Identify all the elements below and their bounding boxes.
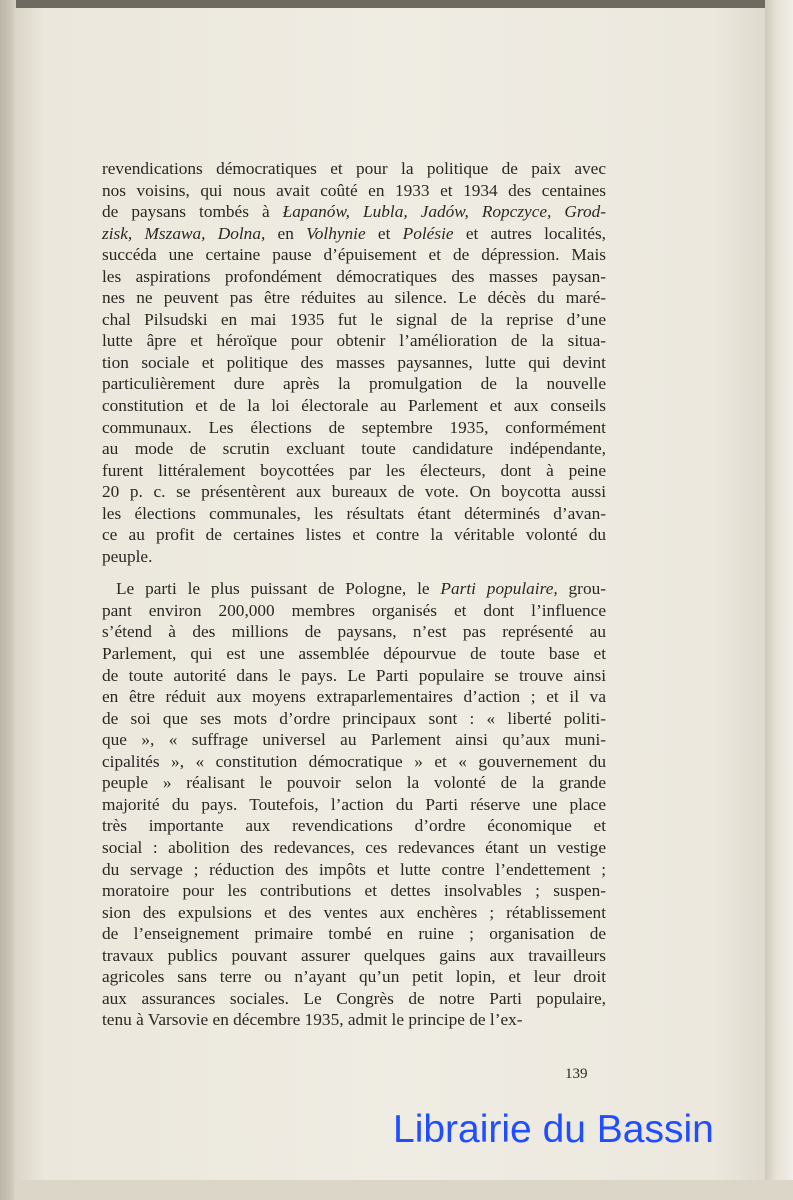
text-line [102, 460, 606, 482]
text-segment: constitution et de la loi électorale au Parlement et aux conseils [102, 396, 606, 416]
text-segment: les élections communales, les résultats étant déterminés d’avan- [102, 503, 606, 523]
text-segment: moratoire pour les contributions et dettes insolvables ; suspen- [102, 881, 606, 901]
text-line [102, 287, 606, 309]
text-segment: revendications démocratiques et pour la politique de paix avec [102, 159, 606, 178]
text-segment: agricoles sans terre ou n’ayant qu’un petit lopin, et leur droit [102, 967, 606, 987]
text-segment: en [265, 223, 307, 243]
text-segment: et [365, 223, 403, 243]
text-segment: social : abolition des redevances, ces redevances étant un vestige [102, 837, 606, 857]
text-segment: pant environ 200,000 membres organisés et dont l’influence [102, 600, 606, 620]
page-stack-edge [765, 0, 793, 1200]
text-line [102, 686, 606, 708]
text-segment: les aspirations profondément démocratiques des masses paysan- [102, 266, 606, 286]
text-segment: particulièrement dure après la promulgation de la nouvelle [102, 374, 606, 394]
text-line [102, 438, 606, 460]
text-line [102, 729, 606, 751]
text-segment: nes ne peuvent pas être réduites au silence. Le décès du maré- [102, 288, 606, 308]
text-segment: s’étend à des millions de paysans, n’est pas représenté au [102, 622, 606, 642]
text-line [102, 503, 606, 525]
italic-text: Łapanów, Lubla, Jadów, Ropczyce, Grod- [282, 202, 606, 222]
text-line [102, 621, 606, 643]
text-line [102, 244, 606, 266]
text-segment: 20 p. c. se présentèrent aux bureaux de vote. On boycotta aussi [102, 482, 606, 502]
text-line [102, 309, 606, 331]
text-segment: de paysans tombés à [102, 202, 283, 222]
text-segment: aux assurances sociales. Le Congrès de notre Parti populaire, [102, 988, 606, 1008]
text-segment: nos voisins, qui nous avait coûté en 1933 et 1934 des centaines [102, 180, 606, 200]
text-segment: Parlement, qui est une assemblée dépourvue de toute base et [102, 644, 606, 664]
italic-text: zisk, Mszawa, Dolna, [102, 223, 266, 243]
text-line [102, 201, 606, 223]
text-line [102, 158, 606, 180]
text-line [102, 859, 606, 881]
text-line [102, 524, 606, 546]
italic-text: Parti populaire, [440, 579, 558, 599]
text-line [102, 352, 606, 374]
text-segment: grou- [557, 579, 606, 599]
text-segment: furent littéralement boycottées par les électeurs, dont à peine [102, 460, 606, 480]
text-line [102, 180, 606, 202]
text-segment: lutte âpre et héroïque pour obtenir l’amélioration de la situa- [102, 331, 606, 351]
text-segment: succéda une certaine pause d’épuisement et de dépression. Mais [102, 245, 606, 265]
text-line [102, 966, 606, 988]
text-line [102, 880, 606, 902]
text-segment: très importante aux revendications d’ordre économique et [102, 816, 606, 836]
text-line [102, 945, 606, 967]
text-segment: peuple. [102, 546, 153, 566]
text-line [102, 330, 606, 352]
text-segment: et autres localités, [453, 223, 606, 243]
text-segment: sion des expulsions et des ventes aux enchères ; rétablissement [102, 902, 606, 922]
italic-text: Polésie [402, 223, 454, 243]
text-segment: peuple » réalisant le pouvoir selon la volonté de la grande [102, 773, 606, 793]
text-line [102, 751, 606, 773]
paragraph [102, 158, 606, 567]
text-segment: cipalités », « constitution démocratique » et « gouvernement du [102, 751, 606, 771]
text-line [102, 266, 606, 288]
text-line [102, 772, 606, 794]
text-line [102, 373, 606, 395]
text-line [102, 837, 606, 859]
body-text [102, 158, 606, 1042]
text-line [102, 600, 606, 622]
text-segment: de l’enseignement primaire tombé en ruine ; organisation de [102, 924, 606, 944]
text-line [102, 988, 606, 1010]
text-segment: en être réduit aux moyens extraparlementaires d’action ; et il va [102, 687, 606, 707]
text-line [102, 578, 606, 600]
page-bottom-edge [14, 1180, 793, 1200]
text-segment: du servage ; réduction des impôts et lutte contre l’endettement ; [102, 859, 606, 879]
text-line [102, 815, 606, 837]
text-line [102, 708, 606, 730]
text-line [102, 481, 606, 503]
text-line [102, 794, 606, 816]
text-segment: chal Pilsudski en mai 1935 fut le signal de la reprise d’une [102, 309, 606, 329]
text-segment: de soi que ses mots d’ordre principaux sont : « liberté politi- [102, 708, 606, 728]
text-line [102, 1009, 606, 1031]
text-line [102, 923, 606, 945]
text-segment: tenu à Varsovie en décembre 1935, admit le principe de l’ex- [102, 1010, 523, 1030]
text-line [102, 223, 606, 245]
text-segment: tion sociale et politique des masses paysannes, lutte qui devint [102, 352, 606, 372]
text-segment: ce au profit de certaines listes et contre la véritable volonté du [102, 525, 606, 545]
watermark: Librairie du Bassin [393, 1108, 714, 1151]
text-line [102, 665, 606, 687]
text-segment: au mode de scrutin excluant toute candidature indépendante, [102, 439, 606, 459]
text-segment: travaux publics pouvant assurer quelques gains aux travailleurs [102, 945, 606, 965]
text-segment: communaux. Les élections de septembre 1935, conformément [102, 417, 606, 437]
text-segment: que », « suffrage universel au Parlement ainsi qu’aux muni- [102, 730, 606, 750]
text-line [102, 417, 606, 439]
text-line [102, 902, 606, 924]
text-line [102, 546, 606, 568]
italic-text: Volhynie [306, 223, 366, 243]
text-line [102, 395, 606, 417]
text-segment: majorité du pays. Toutefois, l’action du Parti réserve une place [102, 794, 606, 814]
text-line [102, 643, 606, 665]
text-segment: de toute autorité dans le pays. Le Parti populaire se trouve ainsi [102, 665, 606, 685]
paragraph [102, 578, 606, 1030]
page-number: 139 [565, 1066, 588, 1082]
text-segment: Le parti le plus puissant de Pologne, le [116, 579, 441, 599]
